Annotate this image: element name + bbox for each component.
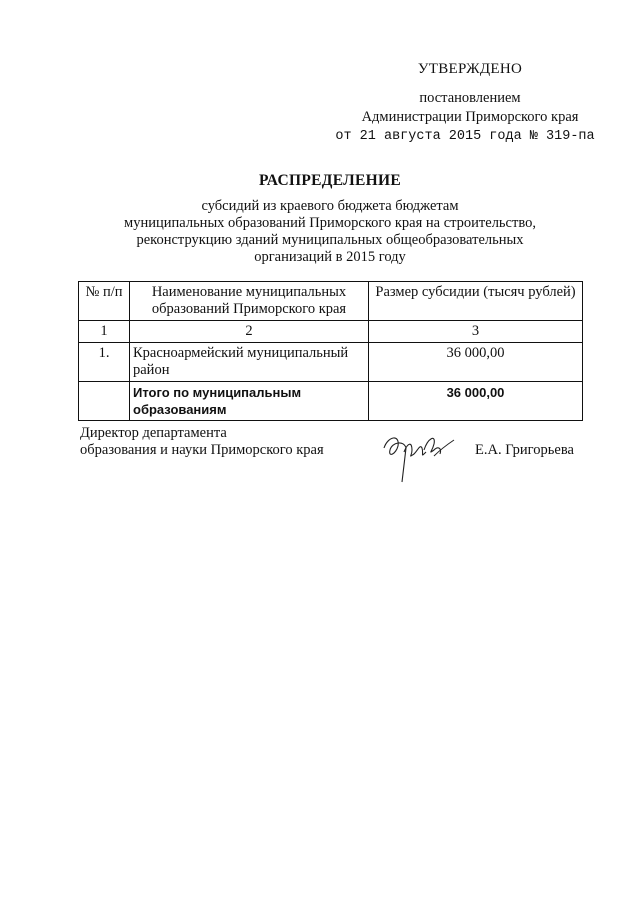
- column-number: 2: [130, 321, 369, 343]
- header-name: Наименование муниципальных образований Приморского края: [130, 282, 369, 321]
- subsidy-table: [78, 281, 583, 421]
- signer-title-line-2: образования и науки Приморского края: [80, 442, 324, 458]
- approval-line-2: Администрации Приморского края: [361, 109, 579, 125]
- column-number-row: [79, 321, 583, 343]
- signer-title: [80, 425, 360, 459]
- decree-date: от 21 августа 2015 года № 319-па: [335, 129, 595, 144]
- document-title: РАСПРЕДЕЛЕНИЕ: [259, 172, 401, 189]
- subtitle-line: организаций в 2015 году: [254, 249, 406, 265]
- row-num: 1.: [79, 343, 130, 382]
- table-header-row: [79, 282, 583, 321]
- header-amount: Размер субсидии (тысяч рублей): [369, 282, 583, 321]
- subtitle-line: реконструкцию зданий муниципальных общеобразовательных: [136, 232, 524, 248]
- table-row: [79, 343, 583, 382]
- signer-name: Е.А. Григорьева: [475, 442, 574, 458]
- column-number: 3: [369, 321, 583, 343]
- subtitle-line: субсидий из краевого бюджета бюджетам: [201, 198, 459, 214]
- column-number: 1: [79, 321, 130, 343]
- document-subtitle: [80, 198, 580, 266]
- handwritten-signature: [378, 428, 458, 484]
- total-num-cell: [79, 382, 130, 421]
- approval-line-1: постановлением: [419, 90, 521, 106]
- row-amount: 36 000,00: [369, 343, 583, 382]
- subtitle-line: муниципальных образований Приморского края на строительство,: [124, 215, 536, 231]
- approval-block: [335, 60, 600, 146]
- total-row: [79, 382, 583, 421]
- row-name: Красноармейский муниципальный район: [130, 343, 369, 382]
- header-num: № п/п: [79, 282, 130, 321]
- total-amount: 36 000,00: [369, 382, 583, 421]
- total-label: Итого по муниципальным образованиям: [130, 382, 369, 421]
- signer-title-line-1: Директор департамента: [80, 425, 227, 441]
- approval-heading: УТВЕРЖДЕНО: [417, 61, 523, 77]
